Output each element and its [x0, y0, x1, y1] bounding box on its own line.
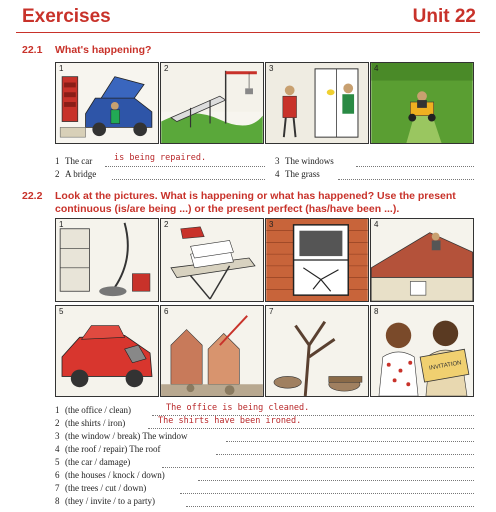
exercise-1-item-1: 1 The car: [55, 156, 93, 166]
broken-window-illustration: [266, 219, 368, 301]
exercise-picture-2-5: [55, 305, 159, 397]
answer-line[interactable]: [216, 454, 474, 455]
answer-line[interactable]: [162, 467, 474, 468]
exercise-2-item-6: 6 (the houses / knock / down): [55, 470, 165, 480]
exercise-picture-2-2: [160, 218, 264, 302]
header-rule: [16, 32, 480, 33]
exercise-picture-1-3: [265, 62, 369, 144]
exercise-1-item-4: 4 The grass: [275, 169, 320, 179]
exercise-2-item-7: 7 (the trees / cut / down): [55, 483, 147, 493]
exercise-picture-2-4: [370, 218, 474, 302]
picture-number: 3: [269, 220, 274, 229]
cut-trees-illustration: [266, 306, 368, 396]
picture-number: 8: [374, 307, 379, 316]
exercise-2-item-5: 5 (the car / damage): [55, 457, 131, 467]
demolished-houses-illustration: [161, 306, 263, 396]
answer-line[interactable]: [148, 428, 474, 429]
section-title-22-2-line-1: Look at the pictures. What is happening or what has happened? Use the present: [55, 190, 456, 202]
picture-number: 7: [269, 307, 274, 316]
exercise-picture-1-2: [160, 62, 264, 144]
answer-line[interactable]: [198, 480, 474, 481]
window-cleaning-illustration: [266, 63, 368, 143]
damaged-car-illustration: [56, 306, 158, 396]
exercise-2-item-3: 3 (the window / break) The window: [55, 431, 188, 441]
exercise-2-item-2: 2 (the shirts / iron): [55, 418, 126, 428]
exercise-picture-2-6: [160, 305, 264, 397]
exercise-1-item-3: 3 The windows: [275, 156, 334, 166]
roof-repair-illustration: [371, 219, 473, 301]
exercise-2-item-4: 4 (the roof / repair) The roof: [55, 444, 161, 454]
ironing-illustration: [161, 219, 263, 301]
answer-line[interactable]: [105, 166, 265, 167]
office-cleaning-illustration: [56, 219, 158, 301]
exercise-2-item-8: 8 (they / invite / to a party): [55, 496, 155, 506]
answer-line[interactable]: [112, 179, 265, 180]
answer-line[interactable]: [226, 441, 474, 442]
picture-number: 3: [269, 64, 274, 73]
exercise-picture-1-1: [55, 62, 159, 144]
bridge-illustration: [161, 63, 263, 143]
invitation-card-text: INVITATION: [428, 360, 463, 372]
picture-number: 2: [164, 220, 169, 229]
exercise-picture-2-3: [265, 218, 369, 302]
section-title-22-1: What's happening?: [55, 44, 152, 56]
picture-number: 1: [59, 64, 64, 73]
exercise-1-item-2: 2 A bridge: [55, 169, 97, 179]
picture-number: 5: [59, 307, 64, 316]
answer-line[interactable]: [338, 179, 474, 180]
picture-number: 1: [59, 220, 64, 229]
answer-line[interactable]: [356, 166, 474, 167]
section-number-22-1: 22.1: [22, 44, 43, 56]
handwritten-answer: The shirts have been ironed.: [158, 416, 302, 426]
picture-number: 6: [164, 307, 169, 316]
exercise-2-item-1: 1 (the office / clean): [55, 405, 132, 415]
section-number-22-2: 22.2: [22, 190, 43, 202]
exercise-picture-2-1: [55, 218, 159, 302]
exercise-picture-2-8: [370, 305, 474, 397]
answer-line[interactable]: [186, 506, 474, 507]
lawn-mowing-illustration: [371, 63, 473, 143]
car-repair-illustration: [56, 63, 158, 143]
party-invitation-illustration: [371, 306, 473, 396]
picture-number: 2: [164, 64, 169, 73]
unit-label: Unit 22: [412, 6, 476, 27]
page-title: Exercises: [22, 6, 111, 27]
handwritten-answer: is being repaired.: [114, 153, 207, 163]
exercise-picture-1-4: [370, 62, 474, 144]
answer-line[interactable]: [180, 493, 474, 494]
handwritten-answer: The office is being cleaned.: [166, 403, 310, 413]
picture-number: 4: [374, 64, 379, 73]
exercise-picture-2-7: [265, 305, 369, 397]
picture-number: 4: [374, 220, 379, 229]
section-title-22-2-line-2: continuous (is/are being ...) or the present perfect (has/have been ...).: [55, 203, 400, 215]
